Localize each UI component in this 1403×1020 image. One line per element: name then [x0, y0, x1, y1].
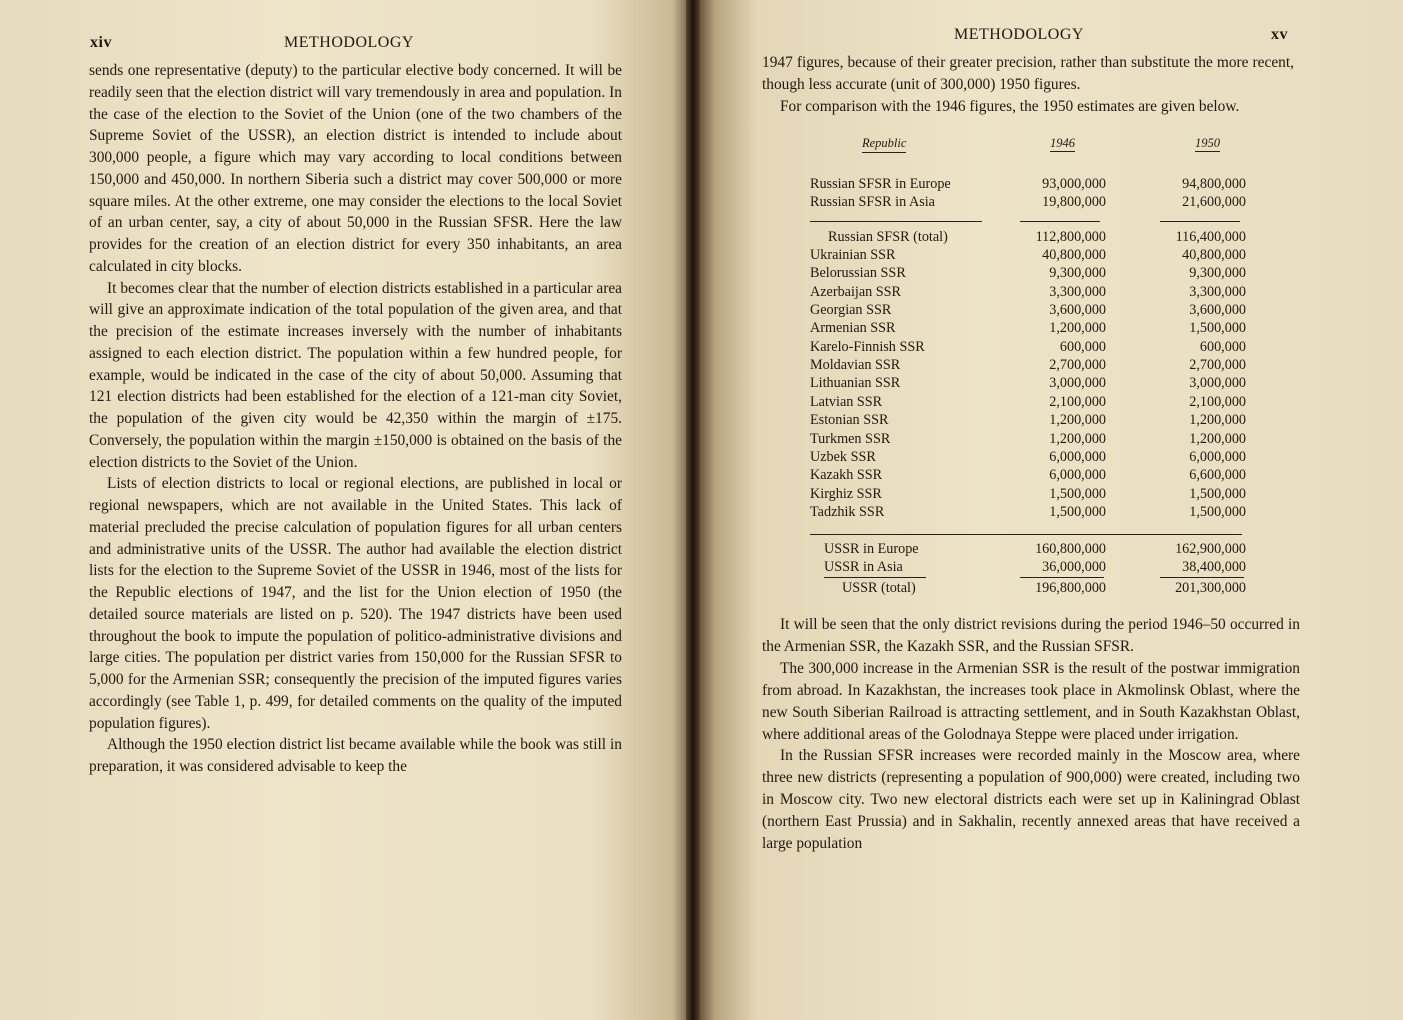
table-row-ussr-total	[806, 580, 1266, 598]
table-row	[806, 176, 1266, 194]
value-1946: 19,800,000	[1042, 194, 1106, 210]
paragraph: It will be seen that the only district revisions during the period 1946–50 occurred in the Armenian SSR, the Kazakh SSR, and the Russian SFSR.	[762, 616, 1300, 655]
table-rule	[1160, 221, 1240, 222]
table-row	[806, 486, 1266, 504]
paragraph: It becomes clear that the number of election districts established in a particular area will give an approximate indication of the total population of the given area, and that the precision of the estimate increases inversely with the number of inhabitants assigned to each election district. The population within a few hundred people, for example, would be indicated in the case of the city of about 50,000. Assuming that 121 election districts had been established for the election of a 121-man city Soviet, the population of the given city would be 42,350 within the margin of ±175. Conversely, the population within the margin ±150,000 is obtained on the basis of the election districts to the Soviet of the Union.	[89, 279, 622, 471]
row-label: Tadzhik SSR	[810, 503, 885, 520]
table-row	[806, 284, 1266, 302]
value-1946: 112,800,000	[1035, 229, 1106, 245]
paragraph: For comparison with the 1946 figures, the 1950 estimates are given below.	[780, 98, 1240, 115]
value-1950: 3,000,000	[1189, 375, 1246, 392]
value-1950: 3,300,000	[1189, 283, 1246, 300]
table-row	[806, 357, 1266, 375]
row-label: Russian SFSR in Asia	[810, 194, 935, 210]
row-label: Kirghiz SSR	[810, 485, 882, 502]
value-1950: 2,100,000	[1189, 393, 1246, 410]
value-1950: 162,900,000	[1175, 541, 1246, 557]
table-row	[806, 431, 1266, 449]
value-1946: 40,800,000	[1042, 247, 1106, 263]
table-row-rsfsr-total	[806, 229, 1266, 247]
value-1950: 40,800,000	[1182, 247, 1246, 263]
body-text	[762, 614, 1300, 855]
value-1946: 3,000,000	[1049, 375, 1106, 392]
value-1946: 6,000,000	[1049, 467, 1106, 484]
running-title: METHODOLOGY	[954, 26, 1084, 43]
table-row	[806, 375, 1266, 393]
row-label: Estonian SSR	[810, 412, 889, 429]
value-1946: 196,800,000	[1035, 580, 1106, 596]
value-1950: 38,400,000	[1182, 559, 1246, 575]
value-1946: 2,700,000	[1049, 357, 1106, 374]
table-row	[806, 247, 1266, 265]
paragraph: Although the 1950 election district list became available while the book was still in preparation, it was considered advisable to keep the	[89, 736, 622, 775]
row-label: Belorussian SSR	[810, 265, 906, 282]
row-label: Lithuanian SSR	[810, 375, 901, 392]
intro-text	[762, 52, 1294, 118]
value-1950: 6,000,000	[1189, 448, 1246, 465]
row-label: Kazakh SSR	[810, 467, 883, 484]
value-1950: 21,600,000	[1182, 194, 1246, 210]
row-label: Latvian SSR	[810, 393, 883, 410]
paragraph: In the Russian SFSR increases were recorded mainly in the Moscow area, where three new districts (representing a population of 900,000) were created, including two in Moscow city. Two new electoral districts each were set up in Kaliningrad Oblast (northern East Prussia) and in Sakhalin, recently annexed areas that have received a large population	[762, 747, 1300, 853]
value-1950: 6,600,000	[1189, 467, 1246, 484]
table-row	[806, 412, 1266, 430]
body-text	[89, 60, 622, 778]
table-row	[806, 339, 1266, 357]
row-label: USSR in Europe	[824, 541, 919, 557]
value-1946: 2,100,000	[1049, 393, 1106, 410]
paragraph: sends one representative (deputy) to the particular elective body concerned. It will be readily seen that the election district will vary tremendously in area and population. In the case of the election to the Soviet of the Union (one of the two chambers of the Supreme Soviet of the USSR), an election district is intended to include about 300,000 people, a figure which may vary according to local conditions between 150,000 and 450,000. In northern Siberia such a district may cover 500,000 or more square miles. At the other extreme, one may consider the elections to the local Soviet of an urban center, say, a city of about 50,000 in the Russian SFSR. Here the law provides for the creation of an election district for every 350 inhabitants, an area calculated in city blocks.	[89, 62, 622, 275]
column-header-1946: 1946	[1050, 136, 1075, 150]
column-header-republic: Republic	[862, 136, 906, 153]
paragraph: 1947 figures, because of their greater precision, rather than substitute the more recent, though less accurate (unit of 300,000) 1950 figures.	[762, 54, 1294, 93]
table-row	[806, 504, 1266, 522]
table-row-ussr-europe	[806, 541, 1266, 559]
value-1946: 1,200,000	[1049, 412, 1106, 429]
table-row	[806, 194, 1266, 212]
row-label: Russian SFSR in Europe	[810, 176, 951, 192]
value-1950: 1,200,000	[1189, 430, 1246, 447]
value-1946: 160,800,000	[1035, 541, 1106, 557]
table-row	[806, 394, 1266, 412]
table-rule	[810, 221, 982, 222]
value-1946: 1,500,000	[1049, 485, 1106, 502]
table-rule	[1020, 577, 1104, 578]
table-rule	[810, 534, 1242, 535]
left-page	[0, 0, 694, 1020]
value-1950: 1,500,000	[1189, 503, 1246, 520]
row-label: Armenian SSR	[810, 320, 896, 337]
table-row	[806, 320, 1266, 338]
value-1950: 94,800,000	[1182, 176, 1246, 192]
row-label: Moldavian SSR	[810, 357, 901, 374]
value-1950: 3,600,000	[1189, 302, 1246, 319]
book-gutter	[686, 0, 700, 1020]
value-1950: 1,500,000	[1189, 485, 1246, 502]
paragraph: The 300,000 increase in the Armenian SSR is the result of the postwar immigration from abroad. In Kazakhstan, the increases took place in Akmolinsk Oblast, where the new South Siberian Railroad is attracting settlement, and in South Kazakhstan Oblast, where additional areas of the Golodnaya Steppe were placed under irrigation.	[762, 659, 1300, 743]
row-label: USSR (total)	[842, 580, 916, 596]
table-row	[806, 265, 1266, 283]
value-1946: 600,000	[1059, 338, 1106, 355]
table-row	[806, 302, 1266, 320]
table-row-ussr-asia	[806, 559, 1266, 577]
page-number: xv	[1271, 26, 1288, 43]
value-1946: 93,000,000	[1042, 176, 1106, 192]
value-1946: 1,500,000	[1049, 503, 1106, 520]
row-label: Karelo-Finnish SSR	[810, 338, 925, 355]
table-row	[806, 467, 1266, 485]
value-1950: 2,700,000	[1189, 357, 1246, 374]
value-1946: 3,600,000	[1049, 302, 1106, 319]
table-rule	[824, 577, 926, 578]
row-label: Turkmen SSR	[810, 430, 891, 447]
right-page	[694, 0, 1403, 1020]
column-header-1950: 1950	[1195, 136, 1220, 150]
value-1946: 9,300,000	[1049, 265, 1106, 282]
row-label: Ukrainian SSR	[810, 247, 896, 263]
value-1950: 600,000	[1199, 338, 1246, 355]
value-1946: 36,000,000	[1042, 559, 1106, 575]
value-1946: 3,300,000	[1049, 283, 1106, 300]
row-label: Azerbaijan SSR	[810, 283, 902, 300]
row-label: Georgian SSR	[810, 302, 892, 319]
value-1950: 116,400,000	[1175, 229, 1246, 245]
row-label: USSR in Asia	[824, 559, 903, 575]
row-label: Uzbek SSR	[810, 448, 876, 465]
table-rule	[1160, 577, 1244, 578]
table-row	[806, 449, 1266, 467]
running-title: METHODOLOGY	[284, 34, 414, 51]
value-1950: 9,300,000	[1189, 265, 1246, 282]
value-1950: 1,500,000	[1189, 320, 1246, 337]
value-1950: 201,300,000	[1175, 580, 1246, 596]
value-1946: 1,200,000	[1049, 430, 1106, 447]
paragraph: Lists of election districts to local or regional elections, are published in local or regional newspapers, which are not available in the United States. This lack of material precluded the precise calculation of population figures for all urban centers and administrative units of the USSR. The author had available the election district lists for the election to the Supreme Soviet of the USSR in 1946, most of the lists for the Republic elections of 1947, and the list for the Union election of 1950 (the detailed source materials are listed on p. 520). The 1947 districts have been used throughout the book to impute the population of politico-administrative divisions and large cities. The population per district varies from 150,000 for the Russian SFSR to 5,000 for the Armenian SSR; consequently the precision of the imputed figures varies accordingly (see Table 1, p. 499, for detailed comments on the quality of the imputed population figures).	[89, 475, 622, 732]
page-number: xiv	[90, 34, 112, 51]
row-label: Russian SFSR (total)	[828, 229, 948, 245]
value-1950: 1,200,000	[1189, 412, 1246, 429]
table-rule	[1020, 221, 1100, 222]
value-1946: 1,200,000	[1049, 320, 1106, 337]
value-1946: 6,000,000	[1049, 448, 1106, 465]
